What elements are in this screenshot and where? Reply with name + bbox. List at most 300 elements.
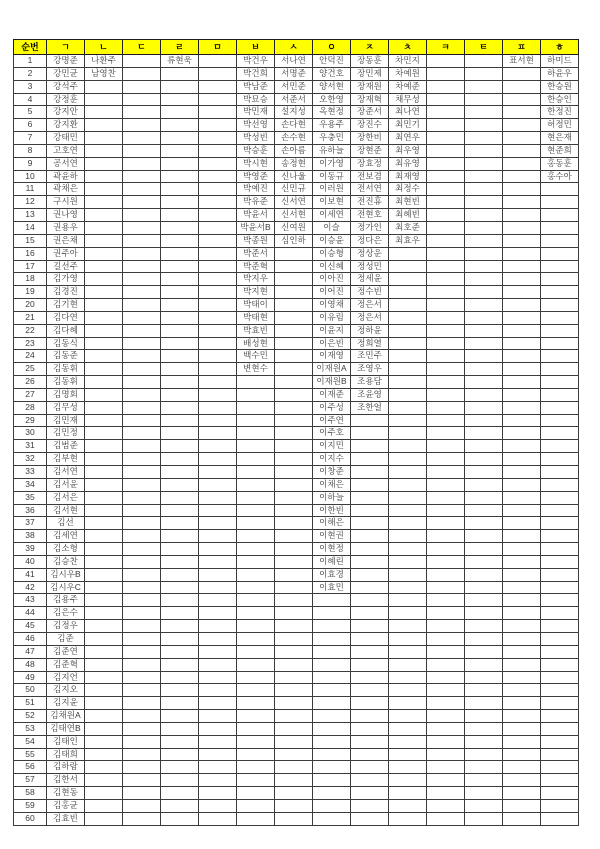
name-cell: 허정민 (541, 119, 579, 132)
name-cell (389, 376, 427, 389)
name-cell (389, 324, 427, 337)
name-cell: 김동휘 (47, 376, 85, 389)
name-cell (199, 196, 237, 209)
name-cell (351, 645, 389, 658)
name-cell (503, 530, 541, 543)
name-cell (541, 697, 579, 710)
name-cell: 홍수아 (541, 170, 579, 183)
name-cell (199, 632, 237, 645)
name-cell (465, 221, 503, 234)
name-cell (541, 812, 579, 825)
name-cell (161, 632, 199, 645)
name-cell (541, 748, 579, 761)
table-row (14, 722, 579, 735)
name-cell (541, 607, 579, 620)
name-cell: 장한비 (351, 132, 389, 145)
name-cell (123, 388, 161, 401)
name-cell: 박성빈 (237, 132, 275, 145)
name-cell (161, 221, 199, 234)
name-cell (85, 311, 123, 324)
name-cell: 김가영 (47, 273, 85, 286)
table-row (14, 247, 579, 260)
name-cell (351, 427, 389, 440)
name-cell (161, 247, 199, 260)
name-cell (199, 234, 237, 247)
name-cell: 김부현 (47, 453, 85, 466)
name-cell: 신나울 (275, 170, 313, 183)
name-cell (503, 517, 541, 530)
name-cell: 장동훈 (351, 55, 389, 68)
name-cell (427, 645, 465, 658)
row-number-cell: 1 (14, 55, 47, 68)
name-cell: 배성현 (237, 337, 275, 350)
name-cell: 박준서 (237, 247, 275, 260)
name-cell (503, 697, 541, 710)
name-cell: 이윤지 (313, 324, 351, 337)
name-cell (123, 157, 161, 170)
name-cell (503, 722, 541, 735)
name-cell: 김홍균 (47, 799, 85, 812)
name-cell: 김선 (47, 517, 85, 530)
table-row (14, 581, 579, 594)
name-cell (161, 427, 199, 440)
name-cell (541, 594, 579, 607)
name-cell (389, 594, 427, 607)
name-cell (199, 119, 237, 132)
name-cell (465, 388, 503, 401)
name-cell (503, 119, 541, 132)
name-cell (275, 311, 313, 324)
table-row (14, 697, 579, 710)
name-cell: 장진수 (351, 119, 389, 132)
name-cell: 현은재 (541, 132, 579, 145)
name-cell (275, 466, 313, 479)
name-cell (85, 324, 123, 337)
name-cell (161, 517, 199, 530)
name-cell: 이보현 (313, 196, 351, 209)
name-cell: 장재원 (351, 80, 389, 93)
row-number-cell: 25 (14, 363, 47, 376)
name-cell (199, 299, 237, 312)
name-cell (161, 388, 199, 401)
name-cell: 최정수 (389, 183, 427, 196)
name-cell (199, 67, 237, 80)
name-cell: 박영준 (237, 170, 275, 183)
name-cell (541, 286, 579, 299)
name-cell (465, 324, 503, 337)
row-number-cell: 18 (14, 273, 47, 286)
name-cell (123, 799, 161, 812)
name-cell (427, 581, 465, 594)
name-cell: 채무성 (389, 93, 427, 106)
name-cell (541, 363, 579, 376)
name-cell (389, 530, 427, 543)
table-row (14, 286, 579, 299)
name-cell (123, 632, 161, 645)
name-cell (465, 517, 503, 530)
name-cell (427, 157, 465, 170)
name-cell (541, 555, 579, 568)
name-cell (161, 697, 199, 710)
name-cell: 장효정 (351, 157, 389, 170)
name-cell (237, 376, 275, 389)
name-cell (313, 671, 351, 684)
name-cell (123, 337, 161, 350)
name-cell: 하미드 (541, 55, 579, 68)
name-cell (237, 530, 275, 543)
name-cell: 김채원A (47, 710, 85, 723)
name-cell: 곽채은 (47, 183, 85, 196)
name-cell (503, 376, 541, 389)
name-cell (85, 363, 123, 376)
name-cell (275, 710, 313, 723)
name-cell (123, 221, 161, 234)
name-cell (389, 401, 427, 414)
name-cell (541, 799, 579, 812)
table-row (14, 350, 579, 363)
name-cell: 최나연 (389, 106, 427, 119)
name-cell (503, 414, 541, 427)
name-cell (427, 466, 465, 479)
name-cell (313, 710, 351, 723)
name-cell (199, 466, 237, 479)
name-cell: 신여원 (275, 221, 313, 234)
name-cell (237, 761, 275, 774)
column-header-8: ㅇ (313, 40, 351, 55)
name-cell: 김은수 (47, 607, 85, 620)
name-cell (85, 620, 123, 633)
name-cell (123, 684, 161, 697)
name-cell (465, 710, 503, 723)
name-cell (541, 735, 579, 748)
name-cell (123, 183, 161, 196)
name-cell (351, 671, 389, 684)
name-cell (465, 645, 503, 658)
name-cell (123, 401, 161, 414)
name-cell (199, 478, 237, 491)
name-cell (503, 67, 541, 80)
name-cell (465, 401, 503, 414)
column-header-14: ㅎ (541, 40, 579, 55)
name-cell (503, 80, 541, 93)
name-cell (465, 684, 503, 697)
name-cell: 김서현 (47, 504, 85, 517)
name-cell (351, 710, 389, 723)
name-cell (313, 799, 351, 812)
table-row (14, 671, 579, 684)
name-cell (161, 684, 199, 697)
name-cell (275, 735, 313, 748)
row-number-cell: 41 (14, 568, 47, 581)
name-cell: 서나연 (275, 55, 313, 68)
name-cell: 조민주 (351, 350, 389, 363)
name-cell: 김승찬 (47, 555, 85, 568)
name-cell (199, 337, 237, 350)
name-cell (123, 440, 161, 453)
table-row (14, 620, 579, 633)
name-cell (503, 555, 541, 568)
name-cell (161, 466, 199, 479)
name-cell (85, 504, 123, 517)
name-cell (351, 478, 389, 491)
name-cell (275, 350, 313, 363)
name-cell: 전진휴 (351, 196, 389, 209)
table-row (14, 594, 579, 607)
name-cell (275, 376, 313, 389)
name-cell (427, 401, 465, 414)
name-cell (85, 555, 123, 568)
name-cell (199, 170, 237, 183)
name-cell (161, 594, 199, 607)
name-cell (465, 427, 503, 440)
name-cell (541, 632, 579, 645)
name-cell (275, 774, 313, 787)
table-row (14, 478, 579, 491)
name-cell (199, 414, 237, 427)
row-number-cell: 32 (14, 453, 47, 466)
name-cell (275, 260, 313, 273)
name-cell (503, 735, 541, 748)
name-cell (427, 67, 465, 80)
name-cell (275, 748, 313, 761)
name-cell (123, 530, 161, 543)
name-cell: 이은빈 (313, 337, 351, 350)
name-cell: 서명준 (275, 67, 313, 80)
name-cell (275, 414, 313, 427)
table-row (14, 93, 579, 106)
name-cell: 이신혜 (313, 260, 351, 273)
table-row (14, 388, 579, 401)
name-cell: 박건우 (237, 55, 275, 68)
name-cell (161, 363, 199, 376)
name-cell (465, 658, 503, 671)
name-cell (503, 761, 541, 774)
name-cell (465, 812, 503, 825)
name-cell (199, 132, 237, 145)
name-cell: 강민균 (47, 67, 85, 80)
name-cell (123, 93, 161, 106)
name-cell (161, 453, 199, 466)
column-header-6: ㅂ (237, 40, 275, 55)
name-cell: 하윤우 (541, 67, 579, 80)
name-cell: 최혜빈 (389, 209, 427, 222)
name-cell (465, 311, 503, 324)
name-cell (161, 196, 199, 209)
name-cell: 양서현 (313, 80, 351, 93)
name-cell (465, 260, 503, 273)
name-cell (427, 658, 465, 671)
name-cell (199, 812, 237, 825)
row-number-cell: 9 (14, 157, 47, 170)
name-cell (503, 324, 541, 337)
name-cell: 손다현 (275, 119, 313, 132)
name-cell: 박민재 (237, 106, 275, 119)
name-cell (427, 607, 465, 620)
name-cell (85, 671, 123, 684)
name-cell (275, 530, 313, 543)
name-cell (427, 620, 465, 633)
name-cell (85, 581, 123, 594)
name-cell: 김명회 (47, 388, 85, 401)
name-cell (199, 106, 237, 119)
roster-body (14, 55, 579, 826)
name-cell: 신서현 (275, 209, 313, 222)
name-cell (427, 710, 465, 723)
name-cell (427, 106, 465, 119)
table-row (14, 234, 579, 247)
table-row (14, 260, 579, 273)
name-cell: 최효우 (389, 234, 427, 247)
name-cell: 서준서 (275, 93, 313, 106)
name-cell: 김다연 (47, 311, 85, 324)
name-cell (427, 286, 465, 299)
table-row (14, 787, 579, 800)
name-cell (465, 774, 503, 787)
name-cell (427, 787, 465, 800)
name-cell (275, 722, 313, 735)
name-cell (465, 466, 503, 479)
name-cell (123, 478, 161, 491)
table-row (14, 170, 579, 183)
name-cell (389, 273, 427, 286)
name-cell (85, 543, 123, 556)
column-header-3: ㄷ (123, 40, 161, 55)
name-cell: 남영찬 (85, 67, 123, 80)
table-row (14, 543, 579, 556)
name-cell (85, 774, 123, 787)
name-roster-table (13, 39, 579, 826)
name-cell (199, 710, 237, 723)
row-number-cell: 43 (14, 594, 47, 607)
name-cell: 권은채 (47, 234, 85, 247)
name-cell (541, 453, 579, 466)
name-cell: 박준혁 (237, 260, 275, 273)
name-cell (389, 555, 427, 568)
name-cell (351, 812, 389, 825)
table-row (14, 80, 579, 93)
name-cell (389, 774, 427, 787)
name-cell (541, 376, 579, 389)
name-cell (503, 363, 541, 376)
name-cell: 이승형 (313, 247, 351, 260)
name-cell (123, 761, 161, 774)
name-cell (541, 183, 579, 196)
row-number-cell: 52 (14, 710, 47, 723)
row-number-cell: 33 (14, 466, 47, 479)
row-number-cell: 6 (14, 119, 47, 132)
name-cell (427, 414, 465, 427)
table-row (14, 414, 579, 427)
name-cell (465, 299, 503, 312)
name-cell: 한승원 (541, 80, 579, 93)
row-number-cell: 27 (14, 388, 47, 401)
name-cell (465, 67, 503, 80)
name-cell (503, 632, 541, 645)
name-cell (465, 594, 503, 607)
row-number-cell: 5 (14, 106, 47, 119)
name-cell (199, 684, 237, 697)
name-cell (275, 684, 313, 697)
name-cell (503, 748, 541, 761)
name-cell (123, 517, 161, 530)
row-number-cell: 28 (14, 401, 47, 414)
name-cell (389, 710, 427, 723)
name-cell (123, 209, 161, 222)
name-cell (503, 774, 541, 787)
name-cell (237, 504, 275, 517)
name-cell: 김하람 (47, 761, 85, 774)
name-cell (123, 581, 161, 594)
row-number-cell: 12 (14, 196, 47, 209)
name-cell (503, 453, 541, 466)
name-cell (351, 555, 389, 568)
name-cell: 오한영 (313, 93, 351, 106)
name-cell (465, 671, 503, 684)
name-cell (427, 517, 465, 530)
name-cell (85, 144, 123, 157)
name-cell: 권용우 (47, 221, 85, 234)
name-cell (237, 722, 275, 735)
name-cell (351, 697, 389, 710)
name-cell (161, 144, 199, 157)
name-cell (275, 440, 313, 453)
name-cell (351, 658, 389, 671)
name-cell: 박선영 (237, 119, 275, 132)
name-cell (237, 671, 275, 684)
name-cell (389, 697, 427, 710)
name-cell: 고호연 (47, 144, 85, 157)
name-cell (123, 286, 161, 299)
name-cell (427, 799, 465, 812)
name-cell (503, 234, 541, 247)
name-cell (503, 299, 541, 312)
name-cell (351, 799, 389, 812)
name-cell: 이혜린 (313, 555, 351, 568)
name-cell (503, 286, 541, 299)
name-cell (389, 504, 427, 517)
name-cell (275, 337, 313, 350)
name-cell (85, 183, 123, 196)
name-cell (123, 722, 161, 735)
name-cell (123, 645, 161, 658)
name-cell (427, 684, 465, 697)
name-cell: 홍동훈 (541, 157, 579, 170)
name-cell (427, 234, 465, 247)
name-cell: 박유준 (237, 196, 275, 209)
table-row (14, 799, 579, 812)
name-cell (389, 799, 427, 812)
name-cell (85, 273, 123, 286)
name-cell (199, 427, 237, 440)
name-cell: 강지환 (47, 119, 85, 132)
row-number-cell: 26 (14, 376, 47, 389)
name-cell (351, 632, 389, 645)
name-cell: 박지우 (237, 273, 275, 286)
name-cell (237, 414, 275, 427)
name-cell (85, 196, 123, 209)
name-cell (237, 440, 275, 453)
name-cell (237, 812, 275, 825)
name-cell (541, 234, 579, 247)
name-cell (123, 80, 161, 93)
name-cell: 박태이 (237, 299, 275, 312)
name-cell (123, 453, 161, 466)
name-cell (541, 543, 579, 556)
name-cell: 김준연 (47, 645, 85, 658)
table-row (14, 658, 579, 671)
name-cell (313, 722, 351, 735)
name-cell: 김효빈 (47, 812, 85, 825)
